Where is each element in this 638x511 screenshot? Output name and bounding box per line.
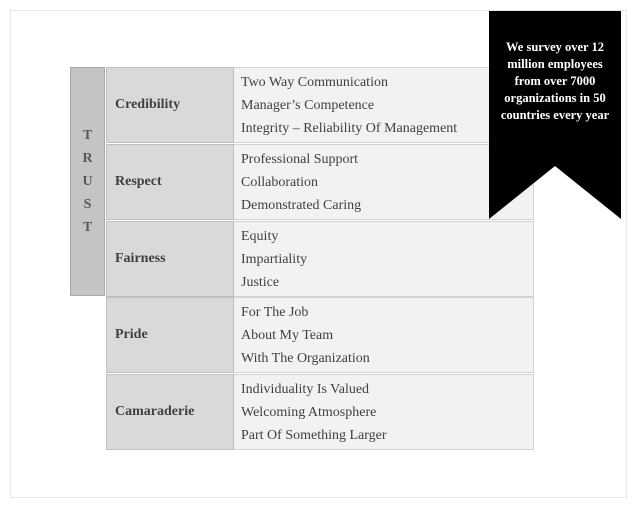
row-credibility bbox=[106, 67, 534, 143]
category-label: Pride bbox=[106, 297, 234, 373]
list-item: With The Organization bbox=[241, 351, 370, 366]
category-label: Respect bbox=[106, 144, 234, 220]
row-fairness bbox=[106, 221, 534, 297]
list-item: Welcoming Atmosphere bbox=[241, 405, 377, 420]
row-pride bbox=[106, 297, 534, 373]
list-item: Demonstrated Caring bbox=[241, 198, 362, 213]
trust-letter: T bbox=[82, 128, 93, 143]
survey-callout bbox=[489, 11, 621, 219]
list-item: Impartiality bbox=[241, 252, 308, 267]
trust-letter: U bbox=[82, 174, 93, 189]
callout-text: We survey over 12 million employees from over 7000 organizations in 50 countries every year bbox=[500, 40, 610, 122]
trust-bar bbox=[70, 67, 105, 296]
trust-letter: R bbox=[82, 151, 93, 166]
list-item: For The Job bbox=[241, 305, 309, 320]
list-item: Justice bbox=[241, 275, 280, 290]
list-item: Equity bbox=[241, 229, 279, 244]
trust-letter: T bbox=[82, 220, 93, 235]
list-item: Part Of Something Larger bbox=[241, 428, 387, 443]
row-respect bbox=[106, 144, 534, 220]
list-item: About My Team bbox=[241, 328, 334, 343]
list-item: Manager’s Competence bbox=[241, 98, 375, 113]
item-list bbox=[234, 297, 534, 373]
category-label: Fairness bbox=[106, 221, 234, 297]
list-item: Integrity – Reliability Of Management bbox=[241, 121, 458, 136]
trust-letter: S bbox=[83, 197, 92, 212]
row-camaraderie bbox=[106, 374, 534, 450]
item-list bbox=[234, 374, 534, 450]
list-item: Two Way Communication bbox=[241, 75, 388, 90]
item-list bbox=[234, 221, 534, 297]
list-item: Collaboration bbox=[241, 175, 318, 190]
category-label: Camaraderie bbox=[106, 374, 234, 450]
category-label: Credibility bbox=[106, 67, 234, 143]
list-item: Individuality Is Valued bbox=[241, 382, 370, 397]
list-item: Professional Support bbox=[241, 152, 359, 167]
